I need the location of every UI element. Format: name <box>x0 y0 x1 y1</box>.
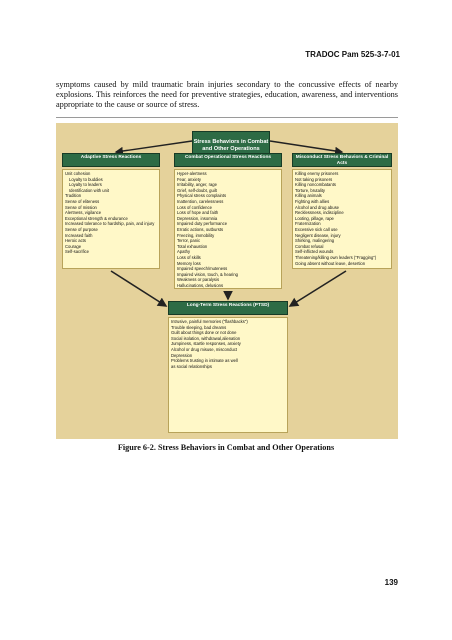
ptsd-list <box>168 317 288 433</box>
stress-behaviors-figure <box>56 123 398 439</box>
list-item: Self-sacrifice <box>65 249 89 255</box>
list-item: Alertness, vigilance <box>65 210 102 216</box>
list-item: Total exhaustion <box>177 243 208 249</box>
list-item: Terror, panic <box>177 238 201 244</box>
list-item: Self-inflicted wounds <box>295 249 334 255</box>
arrow-title-to-adaptive <box>116 141 192 152</box>
list-item: Intrusive, painful memories ("flashbacks") <box>171 319 248 324</box>
figure-top-title: Stress Behaviors in Combat and Other Operations <box>192 131 270 159</box>
list-item: Jumpiness, startle responses, anxiety <box>171 341 241 347</box>
list-item: Loss of skills <box>177 254 201 260</box>
list-item: Impaired duty performance <box>177 221 228 227</box>
list-item: Killing animals <box>295 193 322 199</box>
list-item: Weakness or paralysis <box>177 277 220 283</box>
combat-reactions-heading: Combat Operational Stress Reactions <box>174 153 282 167</box>
list-item: Grief, self-doubt, guilt <box>177 187 217 193</box>
list-item: Impaired vision, touch, & hearing <box>177 271 238 277</box>
misconduct-behaviors-heading: Misconduct Stress Behaviors & Criminal Acts <box>292 153 392 167</box>
misconduct-behaviors-list <box>292 169 392 269</box>
list-item: Killing enemy prisoners <box>295 171 339 176</box>
list-item: Loyalty to buddies <box>69 176 103 182</box>
list-item: Negligent disease, injury <box>295 232 341 238</box>
list-item: Freezing, immobility <box>177 232 215 238</box>
list-item: Torture, brutality <box>295 187 326 193</box>
list-item: Unit cohesion <box>65 171 91 176</box>
list-item: Increased tolerance to hardship, pain, and injury <box>65 221 155 227</box>
list-item: Exceptional strength & endurance <box>65 215 128 221</box>
list-item: Guilt about things done or not done <box>171 330 237 336</box>
list-item: Combat refusal <box>295 243 324 249</box>
list-item: Memory loss <box>177 260 201 266</box>
list-item: Heroic acts <box>65 238 86 244</box>
list-item: Alcohol or drug misuse, misconduct <box>171 346 238 352</box>
list-item: Physical stress complaints <box>177 193 227 199</box>
list-item: Depression <box>171 352 193 358</box>
body-paragraph: symptoms caused by mild traumatic brain injuries secondary to the concussive effects of nearby explosions. This reinforces the need for preventive strategies, education, awareness, and interventions appropriate to the cause or source of stress. <box>56 80 398 110</box>
list-item: Trouble sleeping, bad dreams <box>171 324 227 330</box>
list-item: Fear, anxiety <box>177 176 201 182</box>
page-number: 139 <box>384 578 398 587</box>
list-item: Hyper-alertness <box>177 171 207 176</box>
list-item: as social relationships <box>171 363 212 369</box>
list-item: Inattention, carelessness <box>177 198 224 204</box>
list-item: Excessive sick call use <box>295 226 338 232</box>
list-item: Tradition <box>65 193 82 199</box>
arrow-misconduct-to-ptsd <box>290 271 346 306</box>
list-item: Courage <box>65 243 82 249</box>
list-item: Impaired speech/muteness <box>177 266 228 272</box>
list-item: Alcohol and drug abuse <box>295 204 340 210</box>
list-item: Sense of eliteness <box>65 198 100 204</box>
list-item: Looting, pillage, rape <box>295 215 334 221</box>
list-item: Sense of purpose <box>65 226 98 232</box>
ptsd-heading: Long-Term Stress Reactions (PTSD) <box>168 301 288 315</box>
document-id-header: TRADOC Pam 525-3-7-01 <box>305 50 400 59</box>
list-item: Social isolation, withdrawal,alienation <box>171 335 241 341</box>
list-item: Depression, insomnia <box>177 215 218 221</box>
arrow-title-to-misconduct <box>270 141 342 152</box>
list-item: Sense of mission <box>65 204 97 210</box>
list-item: Recklessness, indiscipline <box>295 210 344 216</box>
combat-reactions-list <box>174 169 282 289</box>
list-item: Threatening/killing own leaders ("Fragging") <box>295 254 377 260</box>
list-item: Apathy <box>177 249 191 255</box>
arrow-adaptive-to-ptsd <box>111 271 166 306</box>
list-item: Fighting with allies <box>295 198 330 204</box>
list-item: Not taking prisoners <box>295 176 333 182</box>
list-item: Identification with unit <box>69 187 110 193</box>
list-item: Increased faith <box>65 232 93 238</box>
list-item: Fraternization <box>295 221 321 227</box>
list-item: Loss of confidence <box>177 204 212 210</box>
list-item: Loss of hope and faith <box>177 210 219 216</box>
list-item: Going absent without leave, desertion <box>295 260 366 266</box>
figure-caption: Figure 6-2. Stress Behaviors in Combat and Other Operations <box>117 443 335 452</box>
list-item: Irritability, anger, rage <box>177 182 217 188</box>
adaptive-reactions-list <box>62 169 160 269</box>
list-item: Loyalty to leaders <box>69 182 102 188</box>
adaptive-reactions-heading: Adaptive Stress Reactions <box>62 153 160 167</box>
list-item: Shirking, malingering <box>295 238 335 244</box>
list-item: Hallucinations, delusions <box>177 282 224 288</box>
list-item: Problems trusting in intimate as well <box>171 358 238 364</box>
list-item: Erratic actions, outbursts <box>177 226 224 232</box>
list-item: Killing noncombatants <box>295 182 336 188</box>
